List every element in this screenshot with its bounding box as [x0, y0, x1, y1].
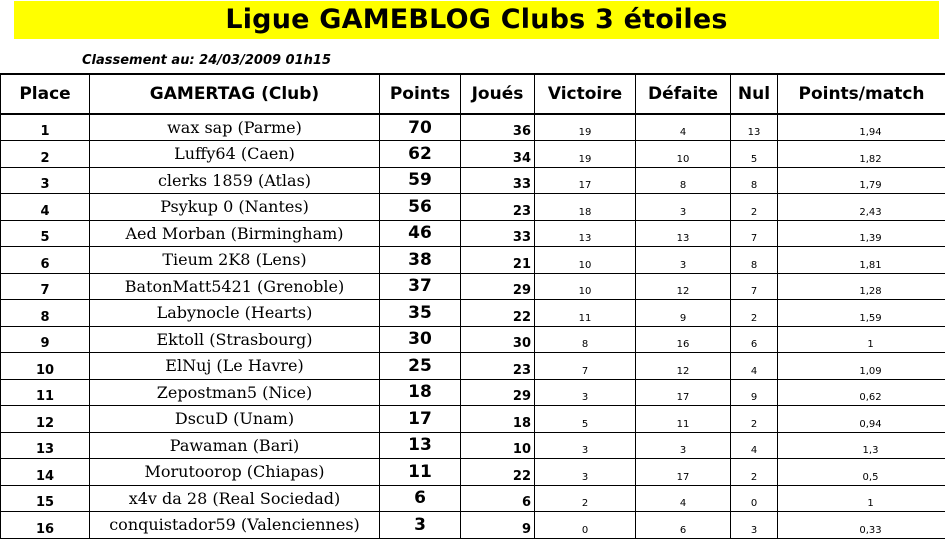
cell-gamertag: DscuD (Unam)	[90, 406, 380, 433]
cell-wins: 19	[535, 114, 636, 141]
cell-losses: 12	[636, 273, 731, 300]
cell-points-per-match: 0,33	[778, 512, 945, 539]
cell-points-per-match: 0,62	[778, 379, 945, 406]
table-row	[1, 512, 945, 539]
cell-wins: 3	[535, 379, 636, 406]
cell-place: 6	[1, 247, 90, 274]
cell-wins: 3	[535, 459, 636, 486]
cell-place: 10	[1, 353, 90, 380]
cell-points: 11	[380, 459, 461, 486]
cell-draws: 5	[731, 141, 778, 168]
cell-draws: 2	[731, 406, 778, 433]
cell-points: 38	[380, 247, 461, 274]
cell-points: 46	[380, 220, 461, 247]
cell-played: 23	[461, 353, 535, 380]
cell-draws: 8	[731, 247, 778, 274]
cell-losses: 11	[636, 406, 731, 433]
cell-played: 6	[461, 485, 535, 512]
header-wins: Victoire	[535, 74, 636, 114]
cell-points-per-match: 1,94	[778, 114, 945, 141]
cell-wins: 13	[535, 220, 636, 247]
cell-place: 5	[1, 220, 90, 247]
cell-played: 10	[461, 432, 535, 459]
cell-points-per-match: 1,3	[778, 432, 945, 459]
cell-played: 33	[461, 167, 535, 194]
cell-points-per-match: 1,09	[778, 353, 945, 380]
cell-gamertag: Morutoorop (Chiapas)	[90, 459, 380, 486]
cell-points: 37	[380, 273, 461, 300]
cell-gamertag: BatonMatt5421 (Grenoble)	[90, 273, 380, 300]
cell-played: 23	[461, 194, 535, 221]
table-row	[1, 406, 945, 433]
table-row	[1, 194, 945, 221]
cell-points: 18	[380, 379, 461, 406]
cell-played: 36	[461, 114, 535, 141]
cell-gamertag: Zepostman5 (Nice)	[90, 379, 380, 406]
cell-points: 3	[380, 512, 461, 539]
table-row	[1, 459, 945, 486]
cell-place: 15	[1, 485, 90, 512]
cell-wins: 19	[535, 141, 636, 168]
cell-points-per-match: 0,94	[778, 406, 945, 433]
cell-points: 25	[380, 353, 461, 380]
cell-losses: 3	[636, 247, 731, 274]
cell-wins: 8	[535, 326, 636, 353]
cell-points-per-match: 0,5	[778, 459, 945, 486]
cell-losses: 8	[636, 167, 731, 194]
cell-gamertag: clerks 1859 (Atlas)	[90, 167, 380, 194]
header-gamertag: GAMERTAG (Club)	[90, 74, 380, 114]
header-played: Joués	[461, 74, 535, 114]
cell-wins: 18	[535, 194, 636, 221]
cell-points: 35	[380, 300, 461, 327]
cell-played: 29	[461, 273, 535, 300]
cell-draws: 2	[731, 194, 778, 221]
cell-played: 9	[461, 512, 535, 539]
header-ppm: Points/match	[778, 74, 945, 114]
cell-gamertag: Labynocle (Hearts)	[90, 300, 380, 327]
cell-gamertag: Pawaman (Bari)	[90, 432, 380, 459]
cell-draws: 9	[731, 379, 778, 406]
standings-table	[0, 73, 945, 539]
cell-losses: 9	[636, 300, 731, 327]
cell-losses: 13	[636, 220, 731, 247]
cell-gamertag: wax sap (Parme)	[90, 114, 380, 141]
cell-wins: 10	[535, 247, 636, 274]
table-row	[1, 114, 945, 141]
cell-points: 62	[380, 141, 461, 168]
cell-losses: 6	[636, 512, 731, 539]
cell-gamertag: Ektoll (Strasbourg)	[90, 326, 380, 353]
cell-gamertag: ElNuj (Le Havre)	[90, 353, 380, 380]
cell-gamertag: Luffy64 (Caen)	[90, 141, 380, 168]
table-row	[1, 432, 945, 459]
cell-losses: 3	[636, 432, 731, 459]
cell-losses: 17	[636, 379, 731, 406]
header-place: Place	[1, 74, 90, 114]
header-losses: Défaite	[636, 74, 731, 114]
cell-place: 7	[1, 273, 90, 300]
cell-losses: 12	[636, 353, 731, 380]
cell-wins: 5	[535, 406, 636, 433]
cell-gamertag: x4v da 28 (Real Sociedad)	[90, 485, 380, 512]
cell-played: 18	[461, 406, 535, 433]
table-row	[1, 273, 945, 300]
cell-place: 9	[1, 326, 90, 353]
cell-gamertag: Aed Morban (Birmingham)	[90, 220, 380, 247]
cell-draws: 0	[731, 485, 778, 512]
cell-gamertag: conquistador59 (Valenciennes)	[90, 512, 380, 539]
cell-place: 4	[1, 194, 90, 221]
cell-wins: 17	[535, 167, 636, 194]
cell-place: 12	[1, 406, 90, 433]
table-row	[1, 300, 945, 327]
cell-played: 22	[461, 459, 535, 486]
cell-gamertag: Psykup 0 (Nantes)	[90, 194, 380, 221]
cell-draws: 3	[731, 512, 778, 539]
cell-losses: 16	[636, 326, 731, 353]
header-points: Points	[380, 74, 461, 114]
cell-wins: 2	[535, 485, 636, 512]
cell-wins: 0	[535, 512, 636, 539]
cell-place: 8	[1, 300, 90, 327]
cell-wins: 3	[535, 432, 636, 459]
cell-points-per-match: 1,82	[778, 141, 945, 168]
table-row	[1, 485, 945, 512]
cell-points-per-match: 1	[778, 326, 945, 353]
cell-draws: 7	[731, 220, 778, 247]
cell-played: 29	[461, 379, 535, 406]
cell-played: 22	[461, 300, 535, 327]
table-row	[1, 379, 945, 406]
page-title: Ligue GAMEBLOG Clubs 3 étoiles	[225, 4, 728, 35]
cell-points: 17	[380, 406, 461, 433]
cell-wins: 10	[535, 273, 636, 300]
cell-gamertag: Tieum 2K8 (Lens)	[90, 247, 380, 274]
cell-played: 30	[461, 326, 535, 353]
title-banner	[14, 1, 939, 39]
cell-points: 59	[380, 167, 461, 194]
cell-draws: 6	[731, 326, 778, 353]
cell-place: 16	[1, 512, 90, 539]
table-row	[1, 247, 945, 274]
cell-points-per-match: 1,39	[778, 220, 945, 247]
cell-place: 3	[1, 167, 90, 194]
standings-date: Classement au: 24/03/2009 01h15	[82, 53, 331, 68]
cell-played: 33	[461, 220, 535, 247]
cell-place: 2	[1, 141, 90, 168]
cell-points: 6	[380, 485, 461, 512]
cell-points-per-match: 1,28	[778, 273, 945, 300]
cell-points-per-match: 2,43	[778, 194, 945, 221]
cell-losses: 3	[636, 194, 731, 221]
table-row	[1, 353, 945, 380]
table-row	[1, 220, 945, 247]
cell-played: 34	[461, 141, 535, 168]
cell-points-per-match: 1	[778, 485, 945, 512]
cell-played: 21	[461, 247, 535, 274]
cell-points-per-match: 1,59	[778, 300, 945, 327]
cell-wins: 11	[535, 300, 636, 327]
cell-draws: 4	[731, 432, 778, 459]
cell-points-per-match: 1,81	[778, 247, 945, 274]
cell-place: 11	[1, 379, 90, 406]
table-row	[1, 141, 945, 168]
cell-losses: 17	[636, 459, 731, 486]
cell-draws: 2	[731, 459, 778, 486]
cell-place: 14	[1, 459, 90, 486]
cell-wins: 7	[535, 353, 636, 380]
cell-points: 30	[380, 326, 461, 353]
cell-points-per-match: 1,79	[778, 167, 945, 194]
cell-draws: 7	[731, 273, 778, 300]
header-row	[1, 74, 945, 114]
header-draws: Nul	[731, 74, 778, 114]
cell-points: 13	[380, 432, 461, 459]
cell-points: 70	[380, 114, 461, 141]
cell-points: 56	[380, 194, 461, 221]
cell-draws: 2	[731, 300, 778, 327]
table-row	[1, 326, 945, 353]
cell-place: 13	[1, 432, 90, 459]
cell-draws: 13	[731, 114, 778, 141]
cell-losses: 10	[636, 141, 731, 168]
cell-losses: 4	[636, 485, 731, 512]
cell-place: 1	[1, 114, 90, 141]
cell-draws: 8	[731, 167, 778, 194]
table-row	[1, 167, 945, 194]
cell-draws: 4	[731, 353, 778, 380]
cell-losses: 4	[636, 114, 731, 141]
